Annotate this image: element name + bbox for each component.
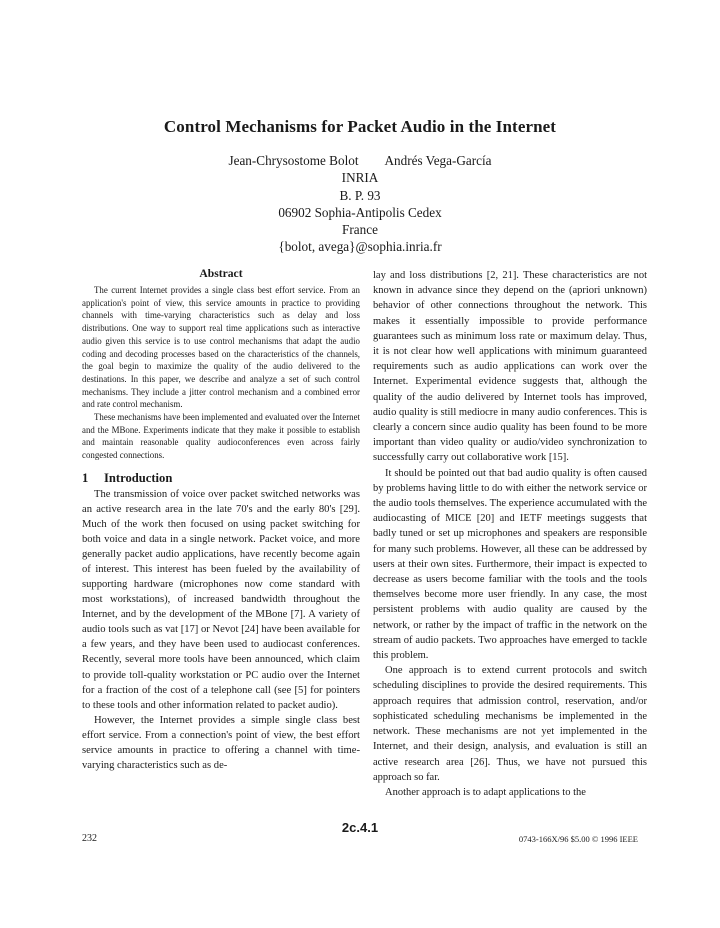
abstract-paragraph-2: These mechanisms have been implemented and evaluated over the Internet and the MBone. Experiments indicate that they make it possible to establish and maintain reasonable quality audioconferences even across fairly congested connections. [82, 412, 360, 461]
author-name-1: Jean-Chrysostome Bolot [228, 153, 359, 168]
intro-paragraph-1: The transmission of voice over packet switched networks was an active research area in the late 70's and the early 80's [29]. Much of the work then focused on using packet switching for both voice and data in a single network. Packet voice, and more generally packet audio applications, have recently become again of interest. This interest has been fueled by the availability of supporting hardware (microphones now come standard with most workstations), of increased bandwidth throughout the Internet, and by the development of the MBone [7]. A variety of audio tools such as vat [17] or Nevot [24] have been available for a few years, and they have been used to audiocast conferences. Recently, several more tools have been announced, which claim to provide toll-quality workstation or PC audio over the Internet for a fraction of the cost of a telephone call (see [5] for pointers to these tools and other information related to packet audio). [82, 488, 360, 711]
affiliation-city: 06902 Sophia-Antipolis Cedex [278, 204, 442, 220]
section-code: 2c.4.1 [341, 820, 379, 835]
affiliation-country: France [342, 222, 378, 238]
abstract-heading: Abstract [199, 267, 243, 280]
author-block [0, 152, 720, 256]
affiliation-institution: INRIA [341, 170, 379, 186]
left-column [82, 266, 360, 773]
section-heading [82, 471, 360, 486]
intro-paragraph-2: However, the Internet provides a simple single class best effort service. From a connection's point of view, the best effort service amounts in practice to offering a channel with time-varying characteristics such as de- [82, 714, 360, 771]
section-number: 1 [82, 470, 89, 485]
affiliation [0, 169, 720, 255]
author-names [0, 152, 720, 169]
copyright-notice: 0743-166X/96 $5.00 © 1996 IEEE [518, 834, 638, 844]
body-paragraph: Another approach is to adapt applications to the [385, 786, 586, 798]
abstract-paragraph-1: The current Internet provides a single class best effort service. From an application's point of view, this service amounts in practice to providing channels with time-varying characteristics such as delay and loss distributions. One way to support real time applications such as interactive audio given this service is to use control mechanisms that adapt the audio coding and decoding processes based on the characteristics of the channels, the goal begin to maximize the quality of the audio delivered to the destinations. In this paper, we describe and analyze a set of such control mechanisms. They include a jitter control mechanism and a combined error and rate control mechanism. [82, 285, 360, 410]
section-title: Introduction [104, 470, 173, 485]
body-paragraph-continued: lay and loss distributions [2, 21]. These characteristics are not known in advance since they depend on the (apriori unknown) behavior of other connections throughout the network. This makes it essentially impossible to provide performance guarantees such as minimum loss rate or maximum delay. Thus, it is not clear how well applications with minimum guaranteed requirements such as audio applications can work over the Internet. Experimental evidence suggests that, although the quality of the audio delivered by Internet tools has improved, audio quality is still mediocre in many audio conferences. This is clearly a concern since audio quality has been found to be more important than video quality or audio/video synchronization to successfully carry out collaborative work [15]. [373, 270, 647, 464]
introduction-section [82, 471, 360, 773]
author-name-2: Andrés Vega-García [384, 153, 492, 168]
paper-title: Control Mechanisms for Packet Audio in the Internet [163, 117, 557, 136]
body-paragraph: One approach is to extend current protocols and switch scheduling disciplines to provide the desired requirements. This approach requires that admission control, reservation, and/or sophisticated scheduling mechanisms be implemented in the network. These mechanisms are not yet implemented in the Internet, and their design, analysis, and evaluation is still an active research area [26]. Thus, we have not pursued this approach so far. [373, 665, 647, 783]
page-number: 232 [82, 833, 97, 844]
body-paragraph: It should be pointed out that bad audio quality is often caused by problems having little to do with either the network service or the audio tools themselves. The experience accumulated with the audiocasting of MICE [20] and IETF meetings suggests that badly tuned or set up microphones and speakers are responsible for many such problems. However, all these can be addressed by users at their own sites. Furthermore, their impact is expected to decrease as users become familiar with the tools and the tools themselves become more user friendly. In any case, the most persistent problems with audio quality are caused by the network, or rather by the impact of traffic in the network on the stream of audio packets. Two approaches have emerged to tackle this problem. [373, 467, 647, 662]
affiliation-po-box: B. P. 93 [339, 187, 381, 203]
author-emails: {bolot, avega}@sophia.inria.fr [278, 239, 442, 255]
abstract-section [82, 266, 360, 462]
right-column [373, 268, 647, 800]
